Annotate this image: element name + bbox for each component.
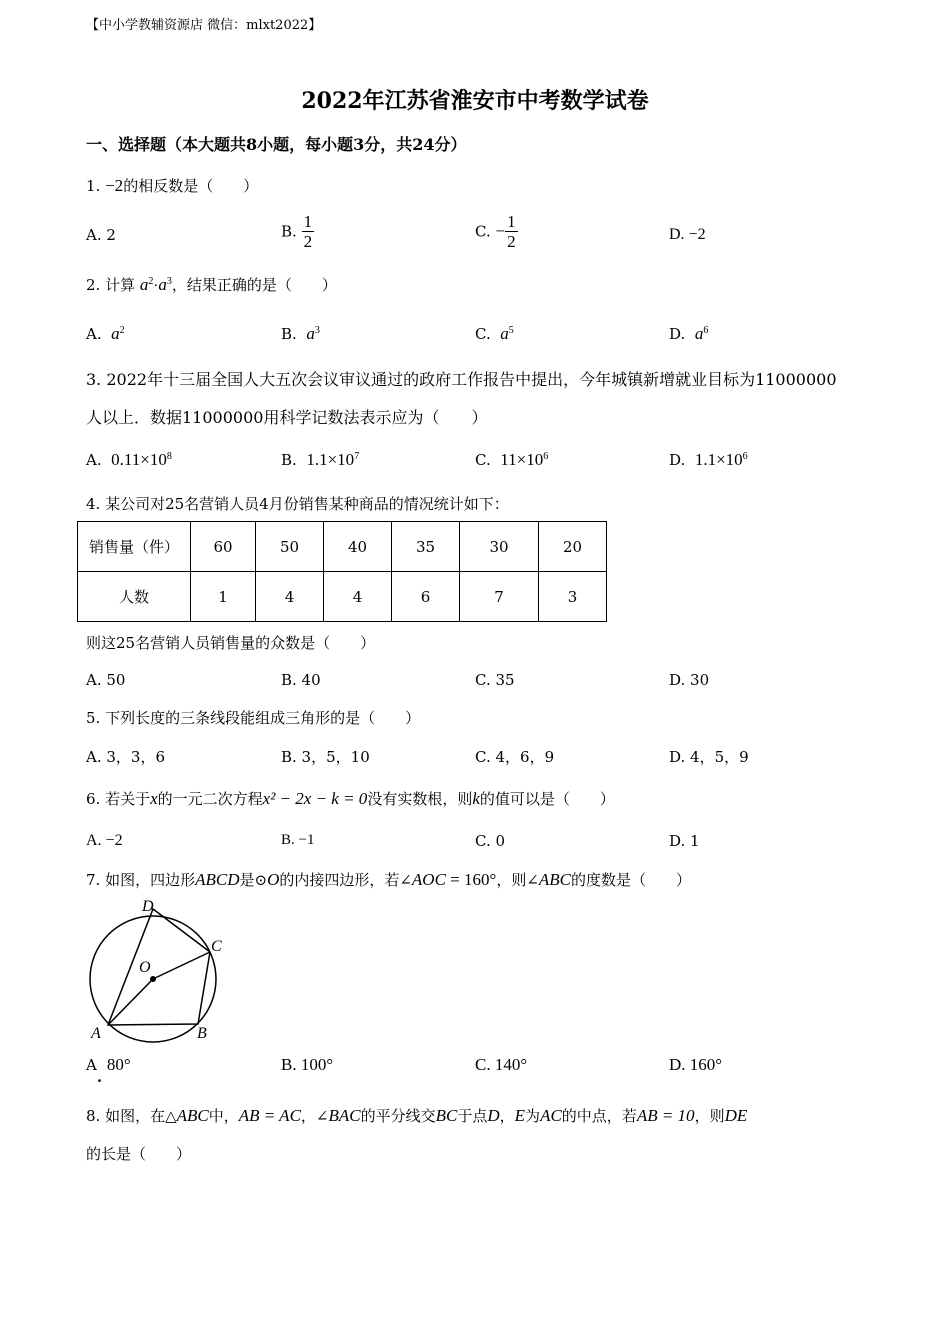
page-title: 2022年江苏省淮安市中考数学试卷: [301, 88, 649, 114]
q5-option-c: C. 4，6，9: [475, 748, 555, 766]
segment-oc: [153, 952, 210, 979]
table-header-cell: 销售量（件）: [78, 522, 191, 572]
table-cell: 35: [392, 522, 460, 572]
table-cell: 3: [539, 572, 607, 622]
q4-option-c: C. 35: [475, 671, 515, 689]
q1-option-c: C. − $\frac{1}{2}$: [475, 212, 516, 251]
q2-option-b: B. $a^3$: [281, 324, 320, 343]
q3-option-d: D. $1.1\times 10^6$: [669, 450, 748, 469]
question-6: 6. 若关于x的一元二次方程x² − 2x − k = 0没有实数根，则k的值可以是（ ）: [86, 789, 615, 808]
question-7: 7. 如图，四边形ABCD是⊙O的内接四边形，若∠AOC = 160°，则∠ABC的度数是（ ）: [86, 870, 692, 889]
q6-option-d: D. 1: [669, 832, 700, 850]
q1-option-d: D. −2: [669, 226, 706, 243]
q5-option-b: B. 3，5，10: [281, 748, 370, 766]
table-cell: 4: [256, 572, 324, 622]
q7-option-a: A. 80°: [86, 1055, 131, 1086]
q7-option-d: D. 160°: [669, 1055, 723, 1074]
table-cell: 20: [539, 522, 607, 572]
q7-option-c: C. 140°: [475, 1055, 528, 1074]
label-d: D: [142, 898, 154, 915]
table-cell: 6: [392, 572, 460, 622]
q5-option-d: D. 4，5，9: [669, 748, 749, 766]
q2-option-c: C. $a^5$: [475, 324, 514, 343]
label-a: A: [91, 1025, 101, 1042]
question-3-line1: 3. 2022年十三届全国人大五次会议审议通过的政府工作报告中提出，今年城镇新增就业目标为11000000: [86, 370, 837, 389]
q6-option-a: A. −2: [86, 832, 123, 849]
sales-table: [77, 521, 607, 622]
label-c: C: [211, 938, 222, 955]
question-1: 1. −2的相反数是（ ）: [86, 176, 259, 195]
center-point: [150, 976, 156, 982]
table-cell: 60: [191, 522, 256, 572]
table-cell: 50: [256, 522, 324, 572]
table-cell: 7: [460, 572, 539, 622]
segment-ao: [108, 979, 153, 1025]
question-8-line1: 8. 如图，在△ABC中，AB = AC，∠BAC的平分线交BC于点D，E为AC的中点，若AB = 10，则DE: [86, 1106, 748, 1125]
question-3-line2: 人以上．数据11000000用科学记数法表示应为（ ）: [86, 408, 488, 427]
q4-option-a: A. 50: [86, 671, 126, 689]
q7-option-b: B. 100°: [281, 1055, 334, 1074]
table-header-cell: 人数: [78, 572, 191, 622]
table-cell: 40: [324, 522, 392, 572]
q4-option-d: D. 30: [669, 671, 710, 689]
q2-option-a: A. $a^2$: [86, 324, 125, 343]
question-8-line2: 的长是（ ）: [86, 1145, 192, 1163]
watermark-header: 【中小学教辅资源店 微信：mlxt2022】: [86, 18, 322, 33]
q3-option-a: A. $0.11\times 10^8$: [86, 450, 172, 469]
q6-option-b: B. −1: [281, 832, 315, 848]
table-cell: 1: [191, 572, 256, 622]
label-b: B: [197, 1025, 207, 1042]
q3-option-c: C. $11\times 10^6$: [475, 450, 549, 469]
circle-quadrilateral-figure: [84, 893, 234, 1045]
q1-option-b: B. $\frac{1}{2}$: [281, 212, 313, 251]
q5-option-a: A. 3，3，6: [86, 748, 165, 766]
table-row: [78, 522, 607, 572]
q3-option-b: B. $1.1\times 10^7$: [281, 450, 360, 469]
question-2: 2. 计算 $a^2\cdot a^3$，结果正确的是（ ）: [86, 275, 337, 294]
q2-option-d: D. $a^6$: [669, 324, 709, 343]
question-4: 4. 某公司对25名营销人员4月份销售某种商品的情况统计如下：: [86, 495, 509, 513]
quadrilateral-abcd: [108, 909, 210, 1025]
q1-option-a: A. 2: [86, 226, 116, 244]
label-o: O: [139, 959, 151, 976]
question-4-prompt: 则这25名营销人员销售量的众数是（ ）: [86, 634, 376, 652]
q6-option-c: C. 0: [475, 832, 506, 850]
question-5: 5. 下列长度的三条线段能组成三角形的是（ ）: [86, 709, 421, 727]
q4-option-b: B. 40: [281, 671, 321, 689]
table-cell: 4: [324, 572, 392, 622]
table-cell: 30: [460, 522, 539, 572]
section-heading: 一、选择题（本大题共8小题，每小题3分，共24分）: [86, 135, 467, 154]
table-row: [78, 572, 607, 622]
